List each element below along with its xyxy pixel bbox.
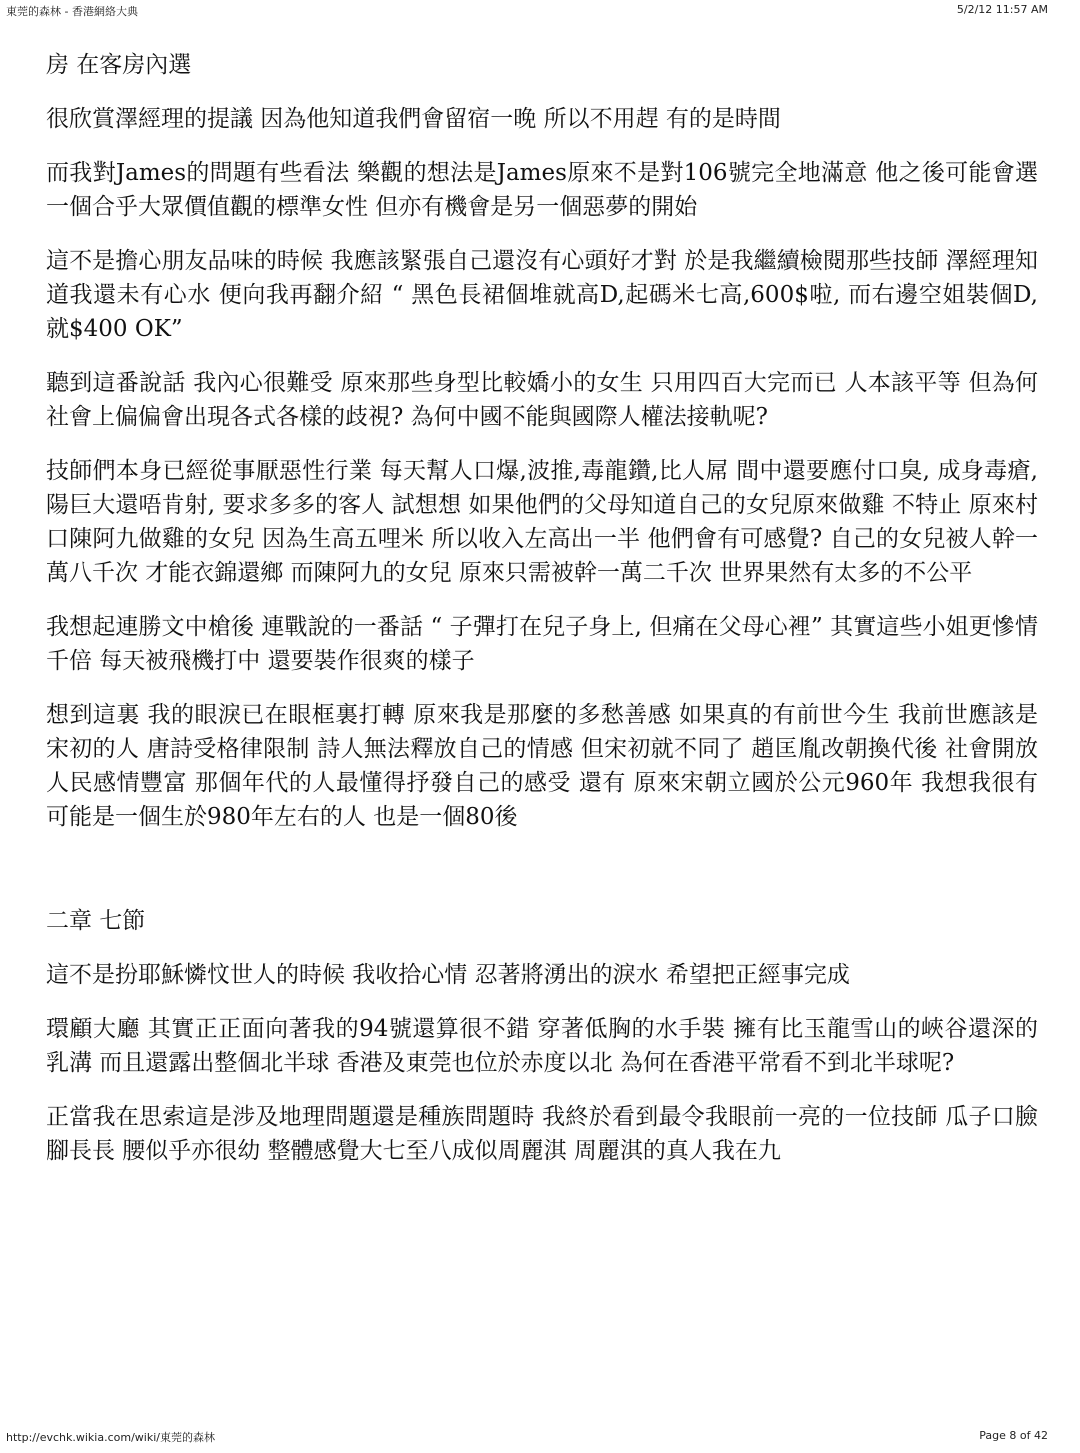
paragraph: 而我對James的問題有些看法 樂觀的想法是James原來不是對106號完全地滿意 他之後可能會選一個合乎大眾價值觀的標準女性 但亦有機會是另一個惡夢的開始 — [46, 160, 1038, 220]
paragraph: 正當我在思索這是涉及地理問題還是種族問題時 我終於看到最令我眼前一亮的一位技師 瓜子口臉 腳長長 腰似乎亦很幼 整體感覺大七至八成似周麗淇 周麗淇的真人我在九 — [46, 1104, 1038, 1164]
paragraph: 房 在客房內選 — [46, 52, 192, 78]
paragraph: 我想起連勝文中槍後 連戰說的一番話 “ 子彈打在兒子身上, 但痛在父母心裡” 其實這些小姐更慘情千倍 每天被飛機打中 還要裝作很爽的樣子 — [46, 614, 1038, 674]
print-datetime: 5/2/12 11:57 AM — [956, 3, 1048, 16]
print-header — [0, 2, 1080, 20]
page-title: 東莞的森林 - 香港網絡大典 — [6, 5, 138, 18]
article-body — [46, 48, 1038, 1188]
page-number: Page 8 of 42 — [979, 1429, 1048, 1442]
page-url-link[interactable]: http://evchk.wikia.com/wiki/東莞的森林 — [6, 1431, 215, 1444]
paragraph: 這不是擔心朋友品味的時候 我應該緊張自己還沒有心頭好才對 於是我繼續檢閱那些技師 澤經理知道我還未有心水 便向我再翻介紹 “ 黑色長裙個堆就高D,起碼米七高,600$啦, 而右邊空姐裝個D,就$400 OK” — [46, 248, 1038, 342]
print-footer — [0, 1429, 1080, 1447]
paragraph: 這不是扮耶穌憐忟世人的時候 我收拾心情 忍著將湧出的淚水 希望把正經事完成 — [46, 962, 850, 988]
paragraph: 環顧大廳 其實正正面向著我的94號還算很不錯 穿著低胸的水手裝 擁有比玉龍雪山的峽谷還深的乳溝 而且還露出整個北半球 香港及東莞也位於赤度以北 為何在香港平常看不到北半球呢? — [46, 1016, 1038, 1076]
paragraph: 很欣賞澤經理的提議 因為他知道我們會留宿一晚 所以不用趕 有的是時間 — [46, 106, 781, 132]
paragraph: 想到這裏 我的眼淚已在眼框裏打轉 原來我是那麼的多愁善感 如果真的有前世今生 我前世應該是宋初的人 唐詩受格律限制 詩人無法釋放自己的情感 但宋初就不同了 趙匡胤改朝換代後 社會開放 人民感情豐富 那個年代的人最懂得抒發自己的感受 還有 原來宋朝立國於公元960年 我想我很有可能是一個生於980年左右的人 也是一個80後 — [46, 702, 1038, 830]
paragraph: 聽到這番說話 我內心很難受 原來那些身型比較嬌小的女生 只用四百大完而已 人本該平等 但為何社會上偏偏會出現各式各樣的歧視? 為何中國不能與國際人權法接軌呢? — [46, 370, 1038, 430]
chapter-heading: 二章 七節 — [46, 908, 146, 934]
paragraph: 技師們本身已經從事厭惡性行業 每天幫人口爆,波推,毒龍鑽,比人屌 間中還要應付口臭, 成身毒瘡, 陽巨大還唔肯射, 要求多多的客人 試想想 如果他們的父母知道自己的女兒原來做雞 不特止 原來村口陳阿九做雞的女兒 因為生高五哩米 所以收入左高出一半 他們會有可感覺? 自己的女兒被人幹一萬八千次 才能衣錦還鄉 而陳阿九的女兒 原來只需被幹一萬二千次 世界果然有太多的不公平 — [46, 458, 1038, 586]
